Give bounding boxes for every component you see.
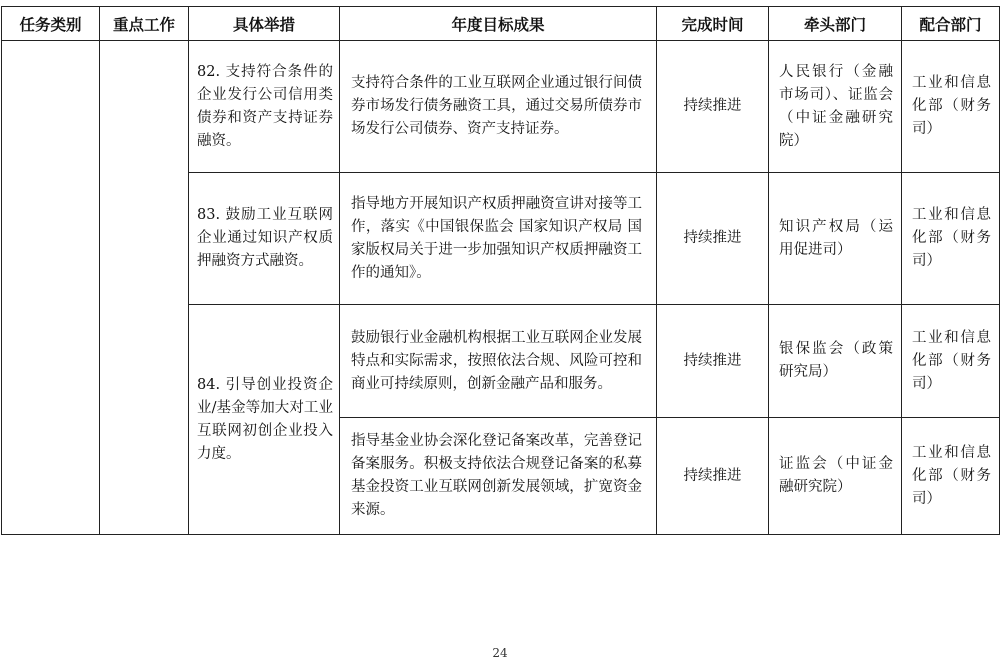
lead-department-cell: 人民银行（金融市场司）、证监会（中证金融研究院）	[769, 41, 902, 173]
measure-cell: 82. 支持符合条件的企业发行公司信用类债券和资产支持证券融资。	[189, 41, 340, 173]
table-row	[2, 41, 1000, 173]
header-key-work: 重点工作	[100, 7, 189, 41]
measure-cell: 83. 鼓励工业互联网企业通过知识产权质押融资方式融资。	[189, 173, 340, 305]
table-header-row	[2, 7, 1000, 41]
key-work-cell	[100, 41, 189, 535]
completion-time-cell: 持续推进	[657, 418, 769, 535]
completion-time-cell: 持续推进	[657, 173, 769, 305]
measures-table	[1, 6, 1000, 535]
goal-cell: 鼓励银行业金融机构根据工业互联网企业发展特点和实际需求，按照依法合规、风险可控和商业可持续原则，创新金融产品和服务。	[340, 305, 657, 418]
goal-cell: 指导基金业协会深化登记备案改革，完善登记备案服务。积极支持依法合规登记备案的私募基金投资工业互联网创新发展领域，扩宽资金来源。	[340, 418, 657, 535]
completion-time-cell: 持续推进	[657, 305, 769, 418]
cooperating-department-cell: 工业和信息化部（财务司）	[902, 418, 1000, 535]
header-task-category: 任务类别	[2, 7, 100, 41]
cooperating-department-cell: 工业和信息化部（财务司）	[902, 305, 1000, 418]
header-specific-measures: 具体举措	[189, 7, 340, 41]
task-category-cell	[2, 41, 100, 535]
header-annual-goals: 年度目标成果	[340, 7, 657, 41]
completion-time-cell: 持续推进	[657, 41, 769, 173]
measure-cell: 84. 引导创业投资企业/基金等加大对工业互联网初创企业投入力度。	[189, 305, 340, 535]
cooperating-department-cell: 工业和信息化部（财务司）	[902, 173, 1000, 305]
page-number: 24	[492, 646, 508, 660]
goal-cell: 指导地方开展知识产权质押融资宣讲对接等工作，落实《中国银保监会 国家知识产权局 国家版权局关于进一步加强知识产权质押融资工作的通知》。	[340, 173, 657, 305]
lead-department-cell: 银保监会（政策研究局）	[769, 305, 902, 418]
lead-department-cell: 证监会（中证金融研究院）	[769, 418, 902, 535]
header-cooperating-department: 配合部门	[902, 7, 1000, 41]
goal-cell: 支持符合条件的工业互联网企业通过银行间债券市场发行债务融资工具，通过交易所债券市场发行公司债券、资产支持证券。	[340, 41, 657, 173]
lead-department-cell: 知识产权局（运用促进司）	[769, 173, 902, 305]
cooperating-department-cell: 工业和信息化部（财务司）	[902, 41, 1000, 173]
header-lead-department: 牵头部门	[769, 7, 902, 41]
header-completion-time: 完成时间	[657, 7, 769, 41]
